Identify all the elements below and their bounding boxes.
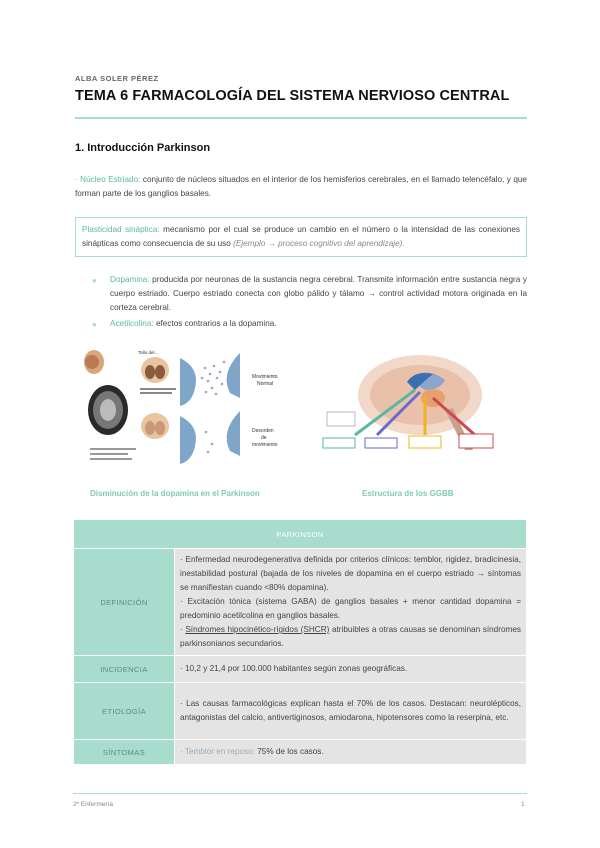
figure-label-disorder-1: Desorden: [252, 428, 274, 434]
bullet-dot-icon: ●: [92, 276, 97, 285]
definition-callout: [75, 217, 527, 257]
page-title: TEMA 6 FARMACOLOGÍA DEL SISTEMA NERVIOSO CENTRAL: [75, 88, 510, 104]
row-label-definition: DEFINICIÓN: [74, 549, 174, 655]
table-row: [74, 683, 526, 739]
intro-text: conjunto de núcleos situados en el interior de los hemisferios cerebrales, en el llamado telencéfalo, y que forman parte de los ganglios basales.: [75, 175, 527, 198]
underlined-rest: atribuibles a otras causas se denominan síndromes parkinsonianos secundarios.: [180, 625, 521, 648]
figure-label-disorder-3: movimiento: [252, 442, 278, 448]
definition-line: · Enfermedad neurodegenerativa definida por criterios clínicos: temblor, rigidez, bradicinesia, inestabilidad postural (bajada de los niveles de dopamina en el cuerpo estriado → síntomas se manifiestan cuando <80% dopamina).: [180, 555, 521, 592]
table-row: [74, 740, 526, 764]
footer-course: 2º Enfermería: [73, 801, 113, 808]
bullet-text: producida por neuronas de la sustancia negra cerebral. Transmite información entre sustancia negra y cuerpo estriado. Cuerpo estriado conecta con globo pálido y tálamo → control actividad motora originada en la corteza cerebral.: [110, 275, 527, 312]
row-label-incidence: INCIDENCIA: [74, 656, 174, 682]
bullet-marker: ·: [75, 175, 81, 184]
basal-ganglia-illustration: [315, 350, 525, 465]
table-header: PARKINSON: [74, 520, 526, 548]
author-name: ALBA SOLER PÉREZ: [75, 74, 159, 83]
symptom-text: 75% de los casos.: [254, 747, 324, 756]
callout-text: mecanismo por el cual se produce un cambio en el número o la intensidad de las conexiones sinápticas como consecuencia de su uso: [82, 225, 520, 248]
row-content-symptoms: [175, 740, 526, 764]
definition-line-underlined: · Síndromes hipocinético-rígidos (SHCR) atribuibles a otras causas se denominan síndromes parkinsonianos secundarios.: [180, 625, 521, 648]
intro-term: Núcleo Estriado:: [80, 175, 141, 184]
list-item: [92, 317, 527, 331]
symptom-term: · Temblor en reposo:: [180, 747, 255, 756]
dopamine-illustration: [80, 348, 300, 478]
bullet-dot-icon: ●: [92, 320, 97, 329]
row-content-incidence: · 10,2 y 21,4 por 100.000 habitantes según zonas geográficas.: [175, 656, 526, 682]
bullet-term: Dopamina:: [110, 275, 150, 284]
table-header-row: [74, 520, 526, 548]
callout-term: Plasticidad sináptica:: [82, 225, 160, 234]
figure-label-normal-2: Normal: [257, 381, 274, 387]
intro-paragraph: [75, 173, 527, 201]
list-item: [92, 273, 527, 315]
bullet-text: efectos contrarios a la dopamina.: [153, 319, 277, 328]
figure-caption-right: Estructura de los GGBB: [362, 489, 454, 498]
figure-label-disorder-2: de: [261, 435, 267, 441]
row-content-definition: [175, 549, 526, 655]
row-label-etiology: ETIOLOGÍA: [74, 683, 174, 739]
figure-label-top: Tallo del...: [138, 350, 159, 355]
table-row: [74, 549, 526, 655]
title-divider: [75, 117, 527, 119]
bullet-list: [92, 273, 527, 333]
parkinson-table: [73, 519, 527, 765]
section-heading: 1. Introducción Parkinson: [75, 142, 211, 154]
callout-example: (Ejemplo → proceso cognitivo del aprendizaje).: [233, 239, 405, 248]
page-number: 1: [521, 801, 525, 808]
definition-line: · Excitación tónica (sistema GABA) de ganglios basales + menor cantidad dopamina = predominio acetilcolina en ganglios basales.: [180, 597, 521, 620]
underlined-term: Síndromes hipocinético-rígidos (SHCR): [185, 625, 330, 634]
bullet-term: Acetilcolina:: [110, 319, 154, 328]
row-label-symptoms: SÍNTOMAS: [74, 740, 174, 764]
table-row: [74, 656, 526, 682]
footer-divider: [73, 793, 527, 794]
figure-caption-left: Disminución de la dopamina en el Parkinson: [90, 489, 260, 498]
figure-label-normal-1: Movimiento: [252, 374, 278, 380]
row-content-etiology: · Las causas farmacológicas explican hasta el 70% de los casos. Destacan: neurolépticos, antagonistas del calcio, antivertiginosos, amiodarona, hipotensores como la reserpina, etc.: [175, 683, 526, 739]
